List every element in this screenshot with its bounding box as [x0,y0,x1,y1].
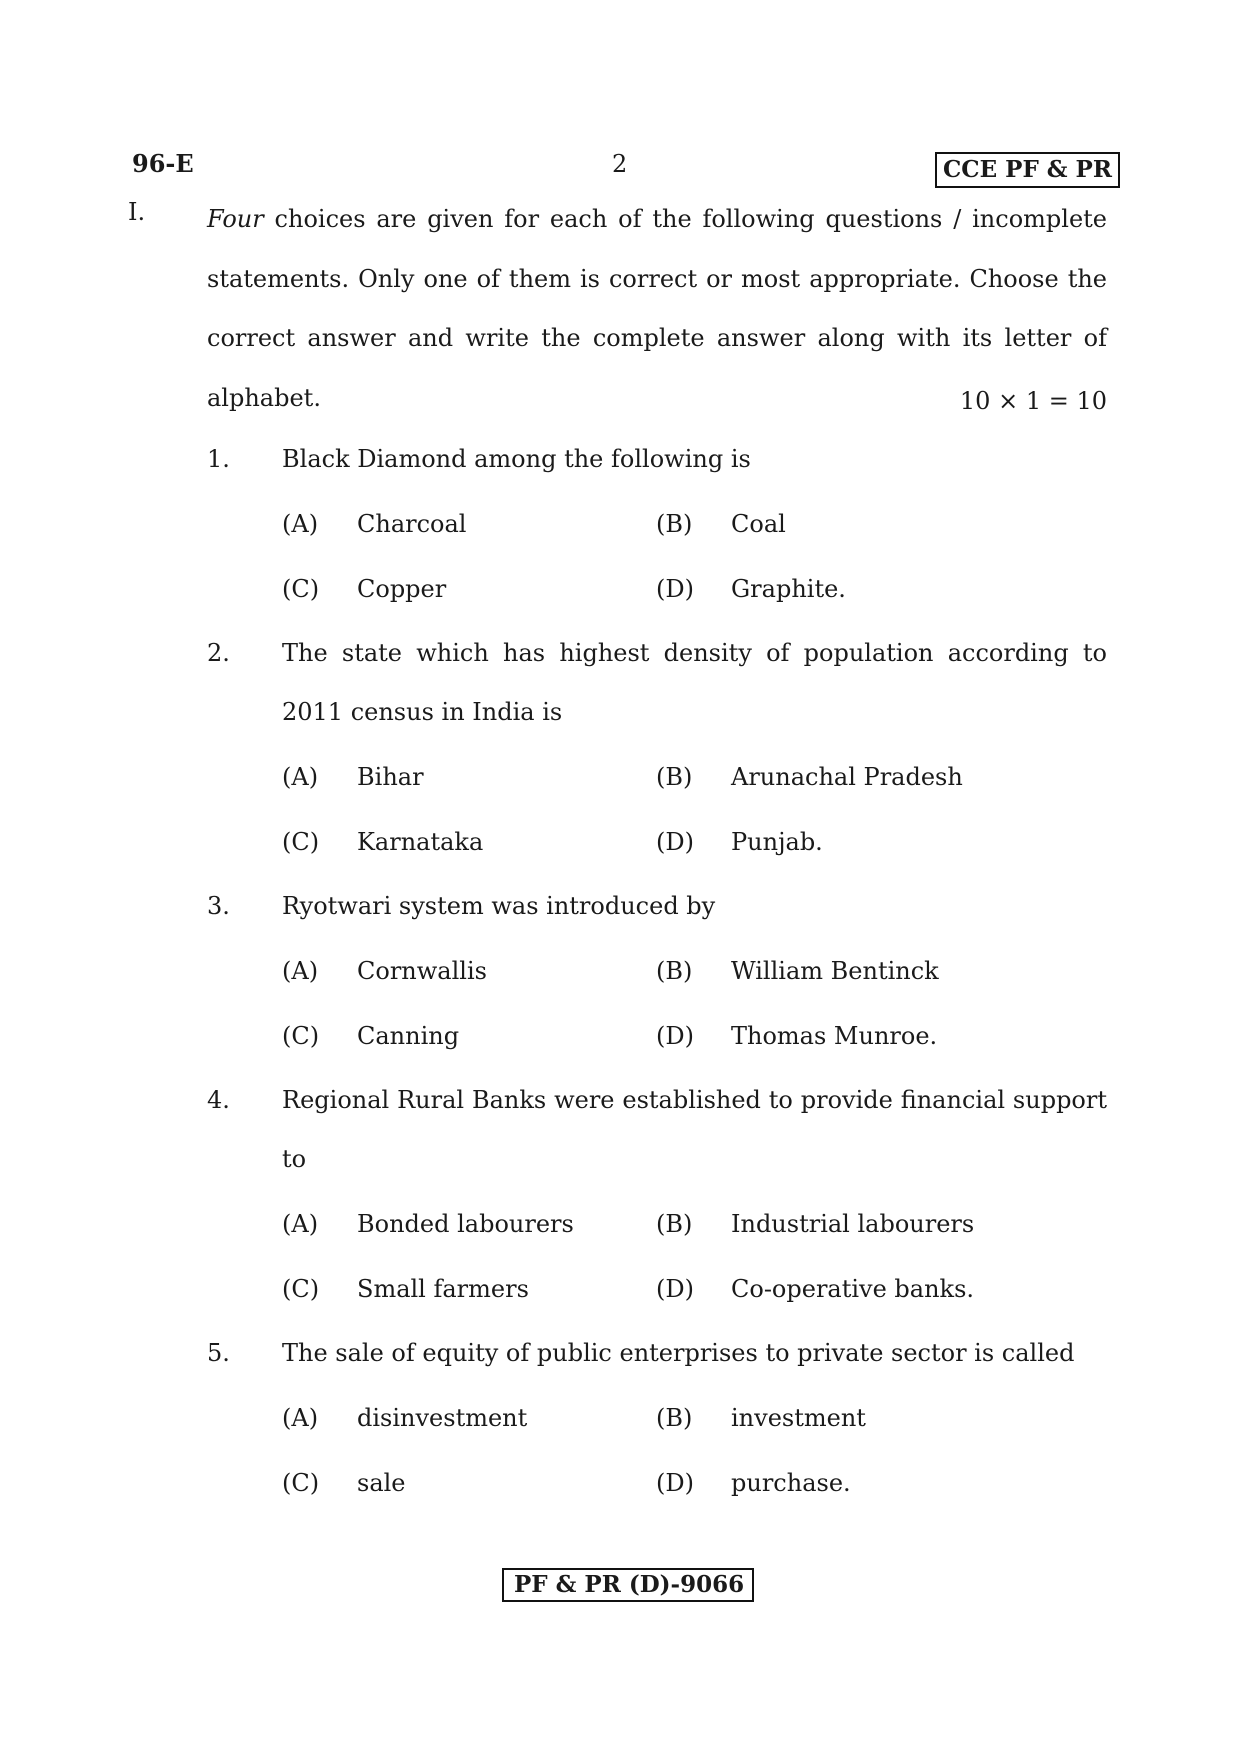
option-text: Small farmers [357,1275,529,1303]
exam-code-box: CCE PF & PR [935,152,1120,188]
option-text: investment [731,1404,866,1432]
option-letter: (D) [656,1275,694,1303]
option-d [656,827,823,857]
option-c [282,1468,406,1498]
option-letter: (C) [282,1469,320,1497]
option-text: Bonded labourers [357,1210,574,1238]
option-d [656,1021,937,1051]
option-a [282,762,424,792]
option-text: Co-operative banks. [731,1275,975,1303]
option-text: Cornwallis [357,957,487,985]
option-letter: (A) [282,1210,319,1238]
option-letter: (B) [656,1404,693,1432]
option-letter: (A) [282,1404,319,1432]
option-text: Coal [731,510,786,538]
question-text: The state which has highest density of population according to 2011 census in India is [282,639,1107,726]
question-number: 5. [207,1339,230,1367]
option-c [282,1021,459,1051]
footer-code-box: PF & PR (D)-9066 [502,1568,754,1602]
option-letter: (D) [656,1022,694,1050]
option-letter: (C) [282,575,320,603]
option-letter: (D) [656,575,694,603]
option-a [282,509,466,539]
option-text: Copper [357,575,447,603]
option-text: Arunachal Pradesh [731,763,963,791]
instruction-text: choices are given for each of the following questions / incomplete statements. Only one of them is correct or most appropriate. Choose the correct answer and write the complete answer along with its letter of alphabet. [207,205,1107,412]
option-text: Bihar [357,763,424,791]
option-b [656,956,939,986]
option-text: Graphite. [731,575,846,603]
option-letter: (C) [282,1275,320,1303]
option-letter: (B) [656,1210,693,1238]
option-text: sale [357,1469,406,1497]
question-number: 1. [207,445,230,473]
option-a [282,956,487,986]
question-text: The sale of equity of public enterprises to private sector is called [282,1339,1075,1367]
marks-allocation: 10 × 1 = 10 [959,387,1107,415]
option-letter: (D) [656,1469,694,1497]
option-b [656,762,963,792]
question-number: 3. [207,892,230,920]
option-text: disinvestment [357,1404,528,1432]
option-letter: (A) [282,957,319,985]
section-number: I. [128,198,146,226]
option-letter: (A) [282,510,319,538]
option-d [656,1468,851,1498]
instruction-lead-word: Four [207,205,264,233]
question-number: 2. [207,639,230,667]
option-text: Karnataka [357,828,484,856]
option-a [282,1403,527,1433]
option-d [656,574,846,604]
option-letter: (B) [656,763,693,791]
page-number: 2 [612,150,628,178]
option-letter: (C) [282,1022,320,1050]
option-text: Punjab. [731,828,823,856]
question-text: Regional Rural Banks were established to provide financial support to [282,1086,1107,1173]
option-letter: (C) [282,828,320,856]
option-text: purchase. [731,1469,851,1497]
option-a [282,1209,574,1239]
option-d [656,1274,974,1304]
option-c [282,1274,529,1304]
option-text: William Bentinck [731,957,939,985]
question-text: Black Diamond among the following is [282,445,751,473]
option-c [282,574,446,604]
option-letter: (B) [656,957,693,985]
option-letter: (D) [656,828,694,856]
option-letter: (A) [282,763,319,791]
option-text: Canning [357,1022,460,1050]
question-number: 4. [207,1086,230,1114]
option-text: Industrial labourers [731,1210,975,1238]
option-b [656,509,786,539]
option-text: Charcoal [357,510,467,538]
option-b [656,1403,866,1433]
option-text: Thomas Munroe. [731,1022,938,1050]
question-text: Ryotwari system was introduced by [282,892,716,920]
option-b [656,1209,974,1239]
option-c [282,827,483,857]
option-letter: (B) [656,510,693,538]
paper-code: 96-E [132,149,194,178]
